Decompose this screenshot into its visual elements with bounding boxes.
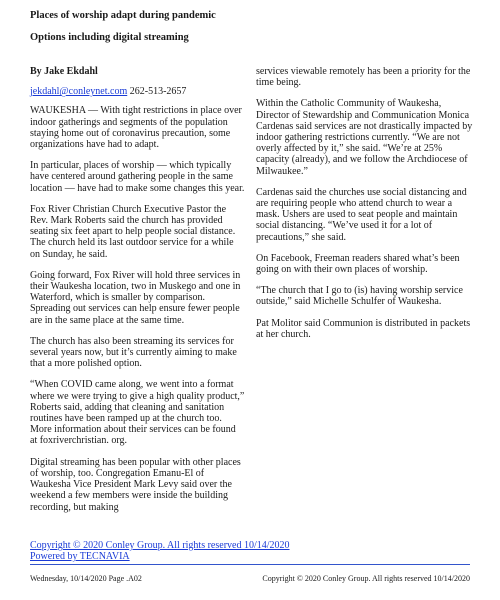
- contact-line: [30, 86, 245, 97]
- paragraph: WAUKESHA — With tight restrictions in place over indoor gatherings and segments of the population staying home out of coronavirus precaution, some organizations have had to adapt.: [30, 105, 242, 151]
- author-email-link[interactable]: jekdahl@conleynet.com: [30, 86, 128, 98]
- paragraph: Within the Catholic Community of Waukesha, Director of Stewardship and Communication Monica Cardenas said services are not drastically impacted by indoor gathering restrictions currently. “We are not overly affected by it,” she said. “We’re at 25% capacity (already), and we follow the Archdiocese of Milwaukee.”: [256, 98, 473, 177]
- paragraph: Going forward, Fox River will hold three services in their Waukesha location, two in Muskego and one in Waterford, which is smaller by comparison. Spreading out services can help ensure fewer people are in the same place at the same time.: [30, 269, 241, 326]
- paragraph: The church has also been streaming its services for several years now, but it’s currently aiming to make that a more polished option.: [30, 335, 237, 370]
- byline: By Jake Ekdahl: [30, 66, 98, 77]
- paragraph: In particular, places of worship — which typically have centered around gathering people in the same location — have had to make some changes this year.: [30, 160, 245, 194]
- copyright-link[interactable]: Copyright © 2020 Conley Group. All rights reserved 10/14/2020: [30, 540, 290, 551]
- paragraph: On Facebook, Freeman readers shared what’s been going on with their own places of worship.: [256, 252, 460, 276]
- paragraph: “The church that I go to (is) having worship service outside,” said Michelle Schulfer of Waukesha.: [256, 285, 463, 308]
- article-subtitle: Options including digital streaming: [30, 32, 189, 43]
- paragraph: Pat Molitor said Communion is distributed in packets at her church.: [256, 317, 471, 340]
- footer-divider: [30, 564, 470, 565]
- author-phone: 262-513-2657: [127, 86, 187, 98]
- footer-links: [30, 540, 290, 562]
- article-column-left: [30, 66, 245, 523]
- paragraph: services viewable remotely has been a priority for the time being.: [256, 66, 471, 89]
- article-column-right: [256, 66, 476, 350]
- date-page-label: Wednesday, 10/14/2020 Page .A02: [30, 574, 142, 583]
- powered-by-link[interactable]: Powered by TECNAVIA: [30, 551, 130, 562]
- footer-copyright: Copyright © 2020 Conley Group. All rights reserved 10/14/2020: [262, 574, 470, 583]
- page-footer: [30, 574, 470, 583]
- article-title: Places of worship adapt during pandemic: [30, 10, 216, 21]
- paragraph: Digital streaming has been popular with other places of worship, too. Congregation Emanu-El of Waukesha Vice President Mark Levy said over the weekend a few members were inside the building recording, but making: [30, 456, 241, 513]
- paragraph: “When COVID came along, we went into a format where we were trying to give a high quality product,” Roberts said, adding that cleaning and sanitation routines have been ramped up at the church too. More information about their services can be found at foxriverchristian. org.: [30, 379, 245, 447]
- paragraph: Fox River Christian Church Executive Pastor the Rev. Mark Roberts said the church has provided seating six feet apart to help people social distance. The church held its last outdoor service for a while on Sunday, he said.: [30, 203, 236, 260]
- paragraph: Cardenas said the churches use social distancing and are requiring people who attend church to wear a mask. Ushers are used to seat people and maintain social distancing. “We’ve used it for a lot of precautions,” she said.: [256, 186, 467, 243]
